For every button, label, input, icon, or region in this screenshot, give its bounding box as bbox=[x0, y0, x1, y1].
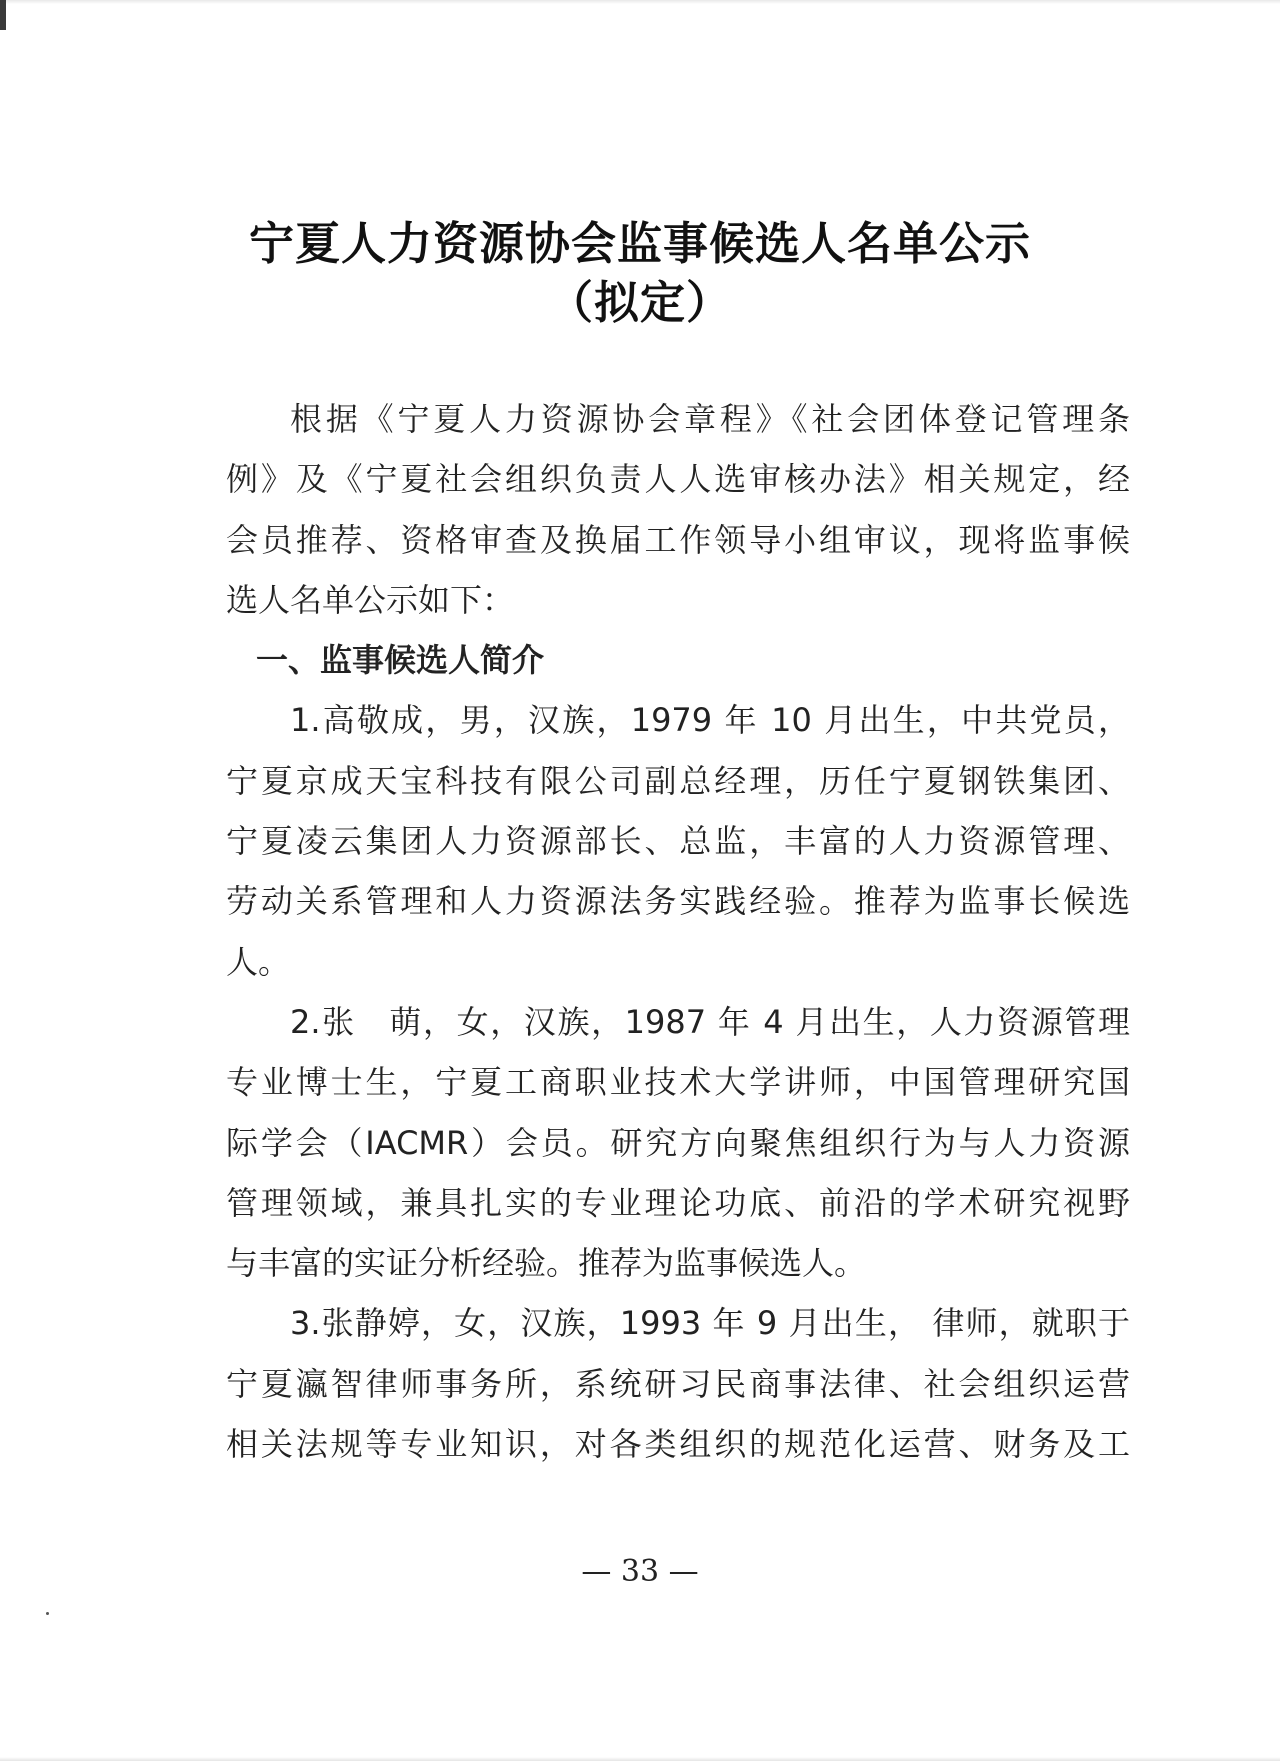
body-line: 例》及《宁夏社会组织负责人人选审核办法》相关规定，经 bbox=[226, 460, 1130, 499]
body-line: 3.张静婷，女，汉族，1993 年 9 月出生， 律师，就职于 bbox=[290, 1304, 1130, 1343]
body-line: 管理领域，兼具扎实的专业理论功底、前沿的学术研究视野 bbox=[226, 1183, 1130, 1222]
body-line: 根据《宁夏人力资源协会章程》《社会团体登记管理条 bbox=[290, 400, 1130, 438]
scan-edge-bottom bbox=[0, 1757, 1280, 1761]
scan-edge-top bbox=[0, 0, 1280, 4]
body-line: 专业博士生，宁夏工商职业技术大学讲师，中国管理研究国 bbox=[226, 1063, 1130, 1102]
page-number: — 33 — bbox=[581, 1554, 699, 1589]
body-line: 相关法规等专业知识，对各类组织的规范化运营、财务及工 bbox=[226, 1425, 1130, 1464]
body-line: 选人名单公示如下： bbox=[226, 580, 515, 619]
body-line: 2.张 萌，女，汉族，1987 年 4 月出生，人力资源管理 bbox=[290, 1002, 1130, 1041]
scan-edge-left bbox=[0, 0, 6, 30]
body-line: 际学会（IACMR）会员。研究方向聚焦组织行为与人力资源 bbox=[226, 1123, 1130, 1162]
scan-speck bbox=[46, 1612, 49, 1615]
body-line: 劳动关系管理和人力资源法务实践经验。推荐为监事长候选 bbox=[226, 882, 1130, 921]
document-body bbox=[226, 402, 1130, 1487]
section-heading: 一、监事候选人简介 bbox=[256, 641, 545, 680]
document-title: 宁夏人力资源协会监事候选人名单公示 bbox=[248, 217, 1031, 270]
document-subtitle: （拟定） bbox=[547, 276, 732, 329]
body-line: 宁夏凌云集团人力资源部长、总监，丰富的人力资源管理、 bbox=[226, 822, 1130, 861]
body-line: 会员推荐、资格审查及换届工作领导小组审议，现将监事候 bbox=[226, 520, 1130, 559]
body-line: 宁夏京成天宝科技有限公司副总经理，历任宁夏钢铁集团、 bbox=[226, 761, 1130, 800]
body-line: 宁夏瀛智律师事务所，系统研习民商事法律、社会组织运营 bbox=[226, 1364, 1130, 1403]
body-line: 1.高敬成，男，汉族，1979 年 10 月出生，中共党员， bbox=[290, 701, 1130, 740]
body-line: 人。 bbox=[226, 942, 291, 981]
body-line: 与丰富的实证分析经验。推荐为监事候选人。 bbox=[226, 1244, 867, 1283]
